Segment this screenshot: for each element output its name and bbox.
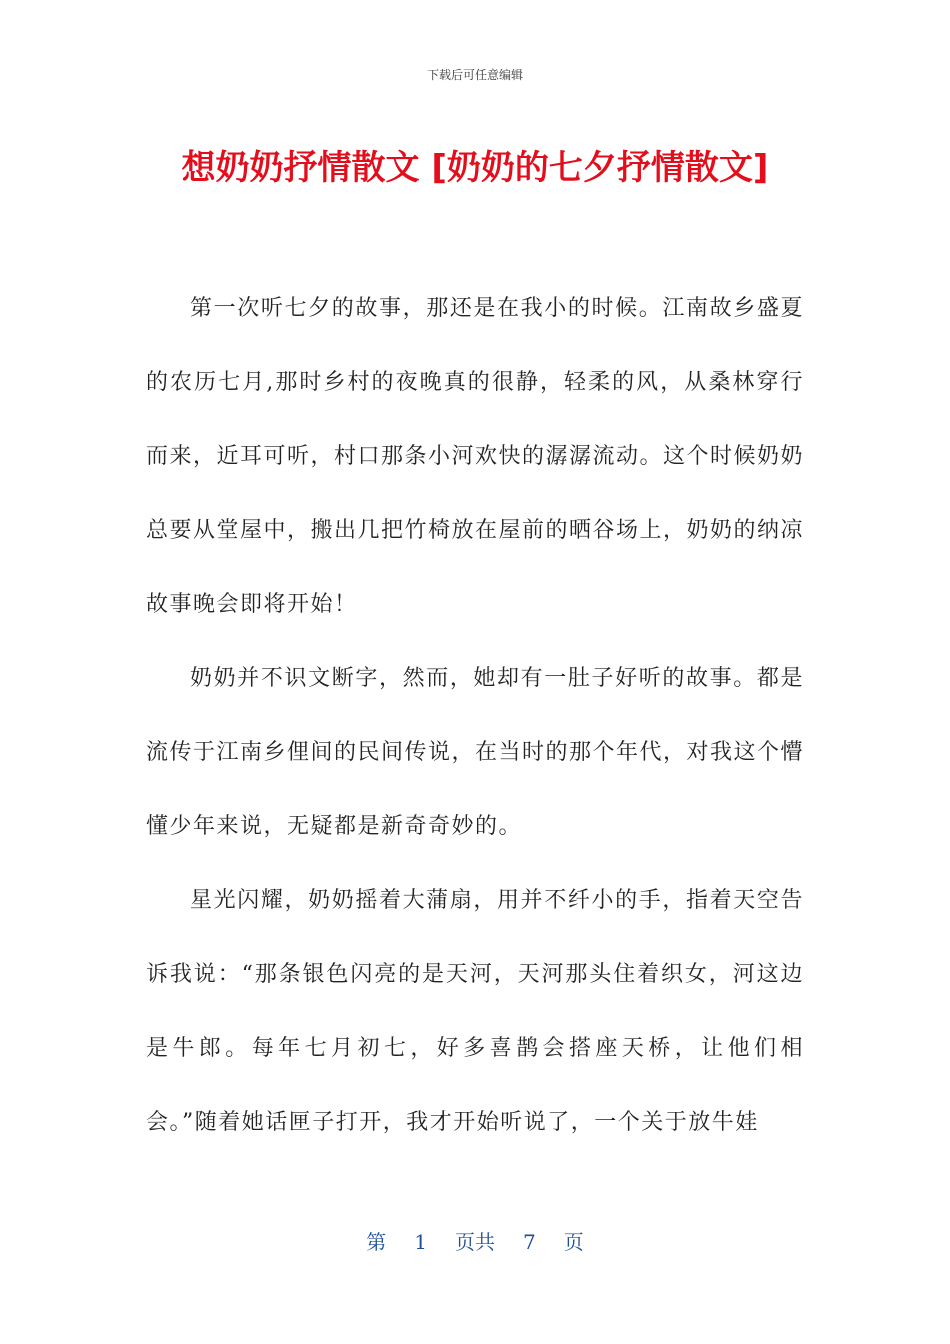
footer-total-pages: 7: [523, 1230, 536, 1254]
page-footer: [0, 1226, 950, 1255]
document-title: 想奶奶抒情散文 [奶奶的七夕抒情散文]: [181, 148, 769, 188]
paragraph-3: 星光闪耀，奶奶摇着大蒲扇，用并不纤小的手，指着天空告诉我说：“那条银色闪亮的是天河，天河那头住着织女，河这边是牛郎。每年七月初七，好多喜鹊会搭座天桥，让他们相会。”随着她话匣子打开，我才开始听说了，一个关于放牛娃: [146, 888, 804, 1135]
document-body: [146, 272, 804, 1160]
footer-current-page: 1: [414, 1230, 427, 1254]
paragraph-1: 第一次听七夕的故事，那还是在我小的时候。江南故乡盛夏的农历七月,那时乡村的夜晚真的很静，轻柔的风，从桑林穿行而来，近耳可听，村口那条小河欢快的潺潺流动。这个时候奶奶总要从堂屋中，搬出几把竹椅放在屋前的晒谷场上，奶奶的纳凉故事晚会即将开始！: [146, 296, 805, 617]
footer-suffix: 页: [563, 1230, 584, 1254]
paragraph-2: 奶奶并不识文断字，然而，她却有一肚子好听的故事。都是流传于江南乡俚间的民间传说，在当时的那个年代，对我这个懵懂少年来说，无疑都是新奇奇妙的。: [146, 666, 805, 839]
header-note: 下载后可任意编辑: [426, 68, 523, 82]
footer-prefix: 第: [366, 1230, 387, 1254]
footer-middle: 页共: [455, 1230, 495, 1254]
